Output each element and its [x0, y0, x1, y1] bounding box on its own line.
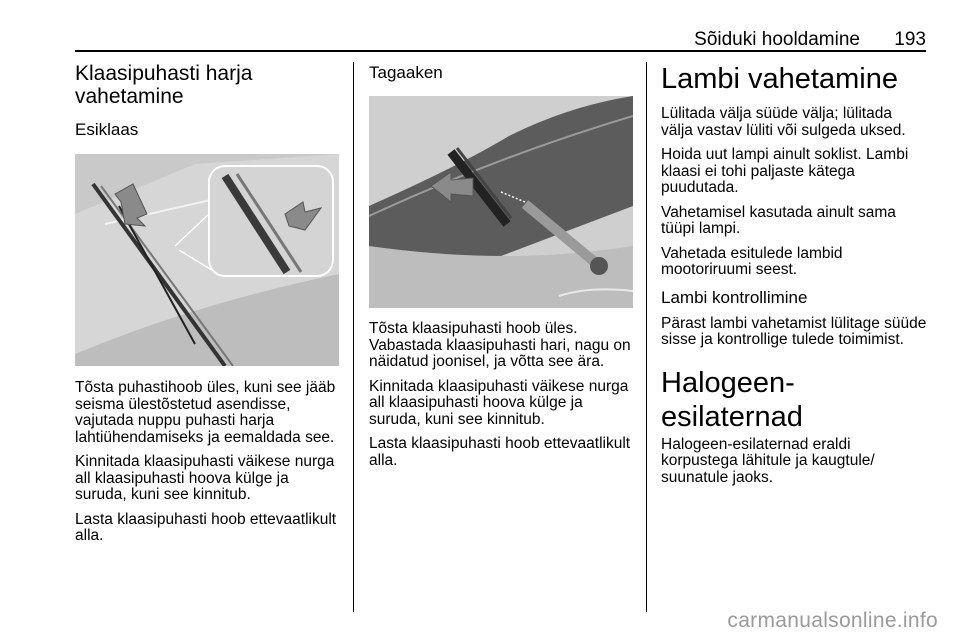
paragraph: Vahetada esitulede lambid mootoriruumi seest. — [661, 244, 843, 278]
rear-wiper-figure — [369, 96, 633, 308]
paragraph: Tõsta klaasipuhasti hoob üles. Vabastada klaasipuhasti hari, nagu on näidatud joonisel, ja võtta see ära. — [369, 320, 631, 370]
paragraph: Tõsta puhastihoob üles, kuni see jääb seisma ülestõstetud asendisse, vajutada nuppu puhasti harja lahtiühendamiseks ja eemaldada see. — [75, 379, 336, 446]
header-rule — [75, 50, 926, 52]
page-header — [75, 28, 926, 52]
column-divider — [646, 62, 647, 612]
rear-wiper-illustration — [369, 96, 633, 308]
column-2 — [369, 62, 635, 477]
section-heading: Halogeen-esilaternad — [661, 366, 803, 433]
column-3 — [661, 62, 927, 494]
subsection-heading: Lambi kontrollimine — [661, 287, 808, 307]
paragraph: Lasta klaasipuhasti hoob ettevaatlikult alla. — [75, 510, 337, 544]
paragraph: Pärast lambi vahetamist lülitage süüde sisse ja kontrollige tulede toimimist. — [661, 314, 927, 348]
paragraph: Halogeen-esilaternad eraldi korpustega lähitule ja kaugtule/ suunatule jaoks. — [661, 435, 875, 486]
subsection-heading: Tagaaken — [369, 63, 443, 82]
column-divider — [353, 62, 354, 612]
column-1 — [75, 62, 341, 553]
windshield-wiper-figure — [75, 154, 339, 366]
running-title: Sõiduki hooldamine — [694, 29, 860, 50]
paragraph: Vahetamisel kasutada ainult sama tüüpi lampi. — [661, 203, 896, 237]
windshield-wiper-illustration — [75, 154, 339, 366]
paragraph: Lasta klaasipuhasti hoob ettevaatlikult alla. — [369, 435, 631, 469]
paragraph: Kinnitada klaasipuhasti väikese nurga all klaasipuhasti hoova külge ja suruda, kuni see kinnitub. — [75, 453, 335, 503]
paragraph: Kinnitada klaasipuhasti väikese nurga all klaasipuhasti hoova külge ja suruda, kuni see kinnitub. — [369, 377, 629, 428]
paragraph: Hoida uut lampi ainult soklist. Lambi klaasi ei tohi paljaste kätega puudutada. — [661, 146, 909, 196]
section-heading: Klaasipuhasti harja vahetamine — [75, 62, 253, 108]
subsection-heading: Esiklaas — [75, 120, 139, 139]
watermark: carmanualsonline.info — [727, 609, 938, 632]
page-number: 193 — [894, 29, 926, 50]
section-heading: Lambi vahetamine — [661, 63, 898, 95]
paragraph: Lülitada välja süüde välja; lülitada välja vastav lüliti või sulgeda uksed. — [661, 105, 906, 139]
